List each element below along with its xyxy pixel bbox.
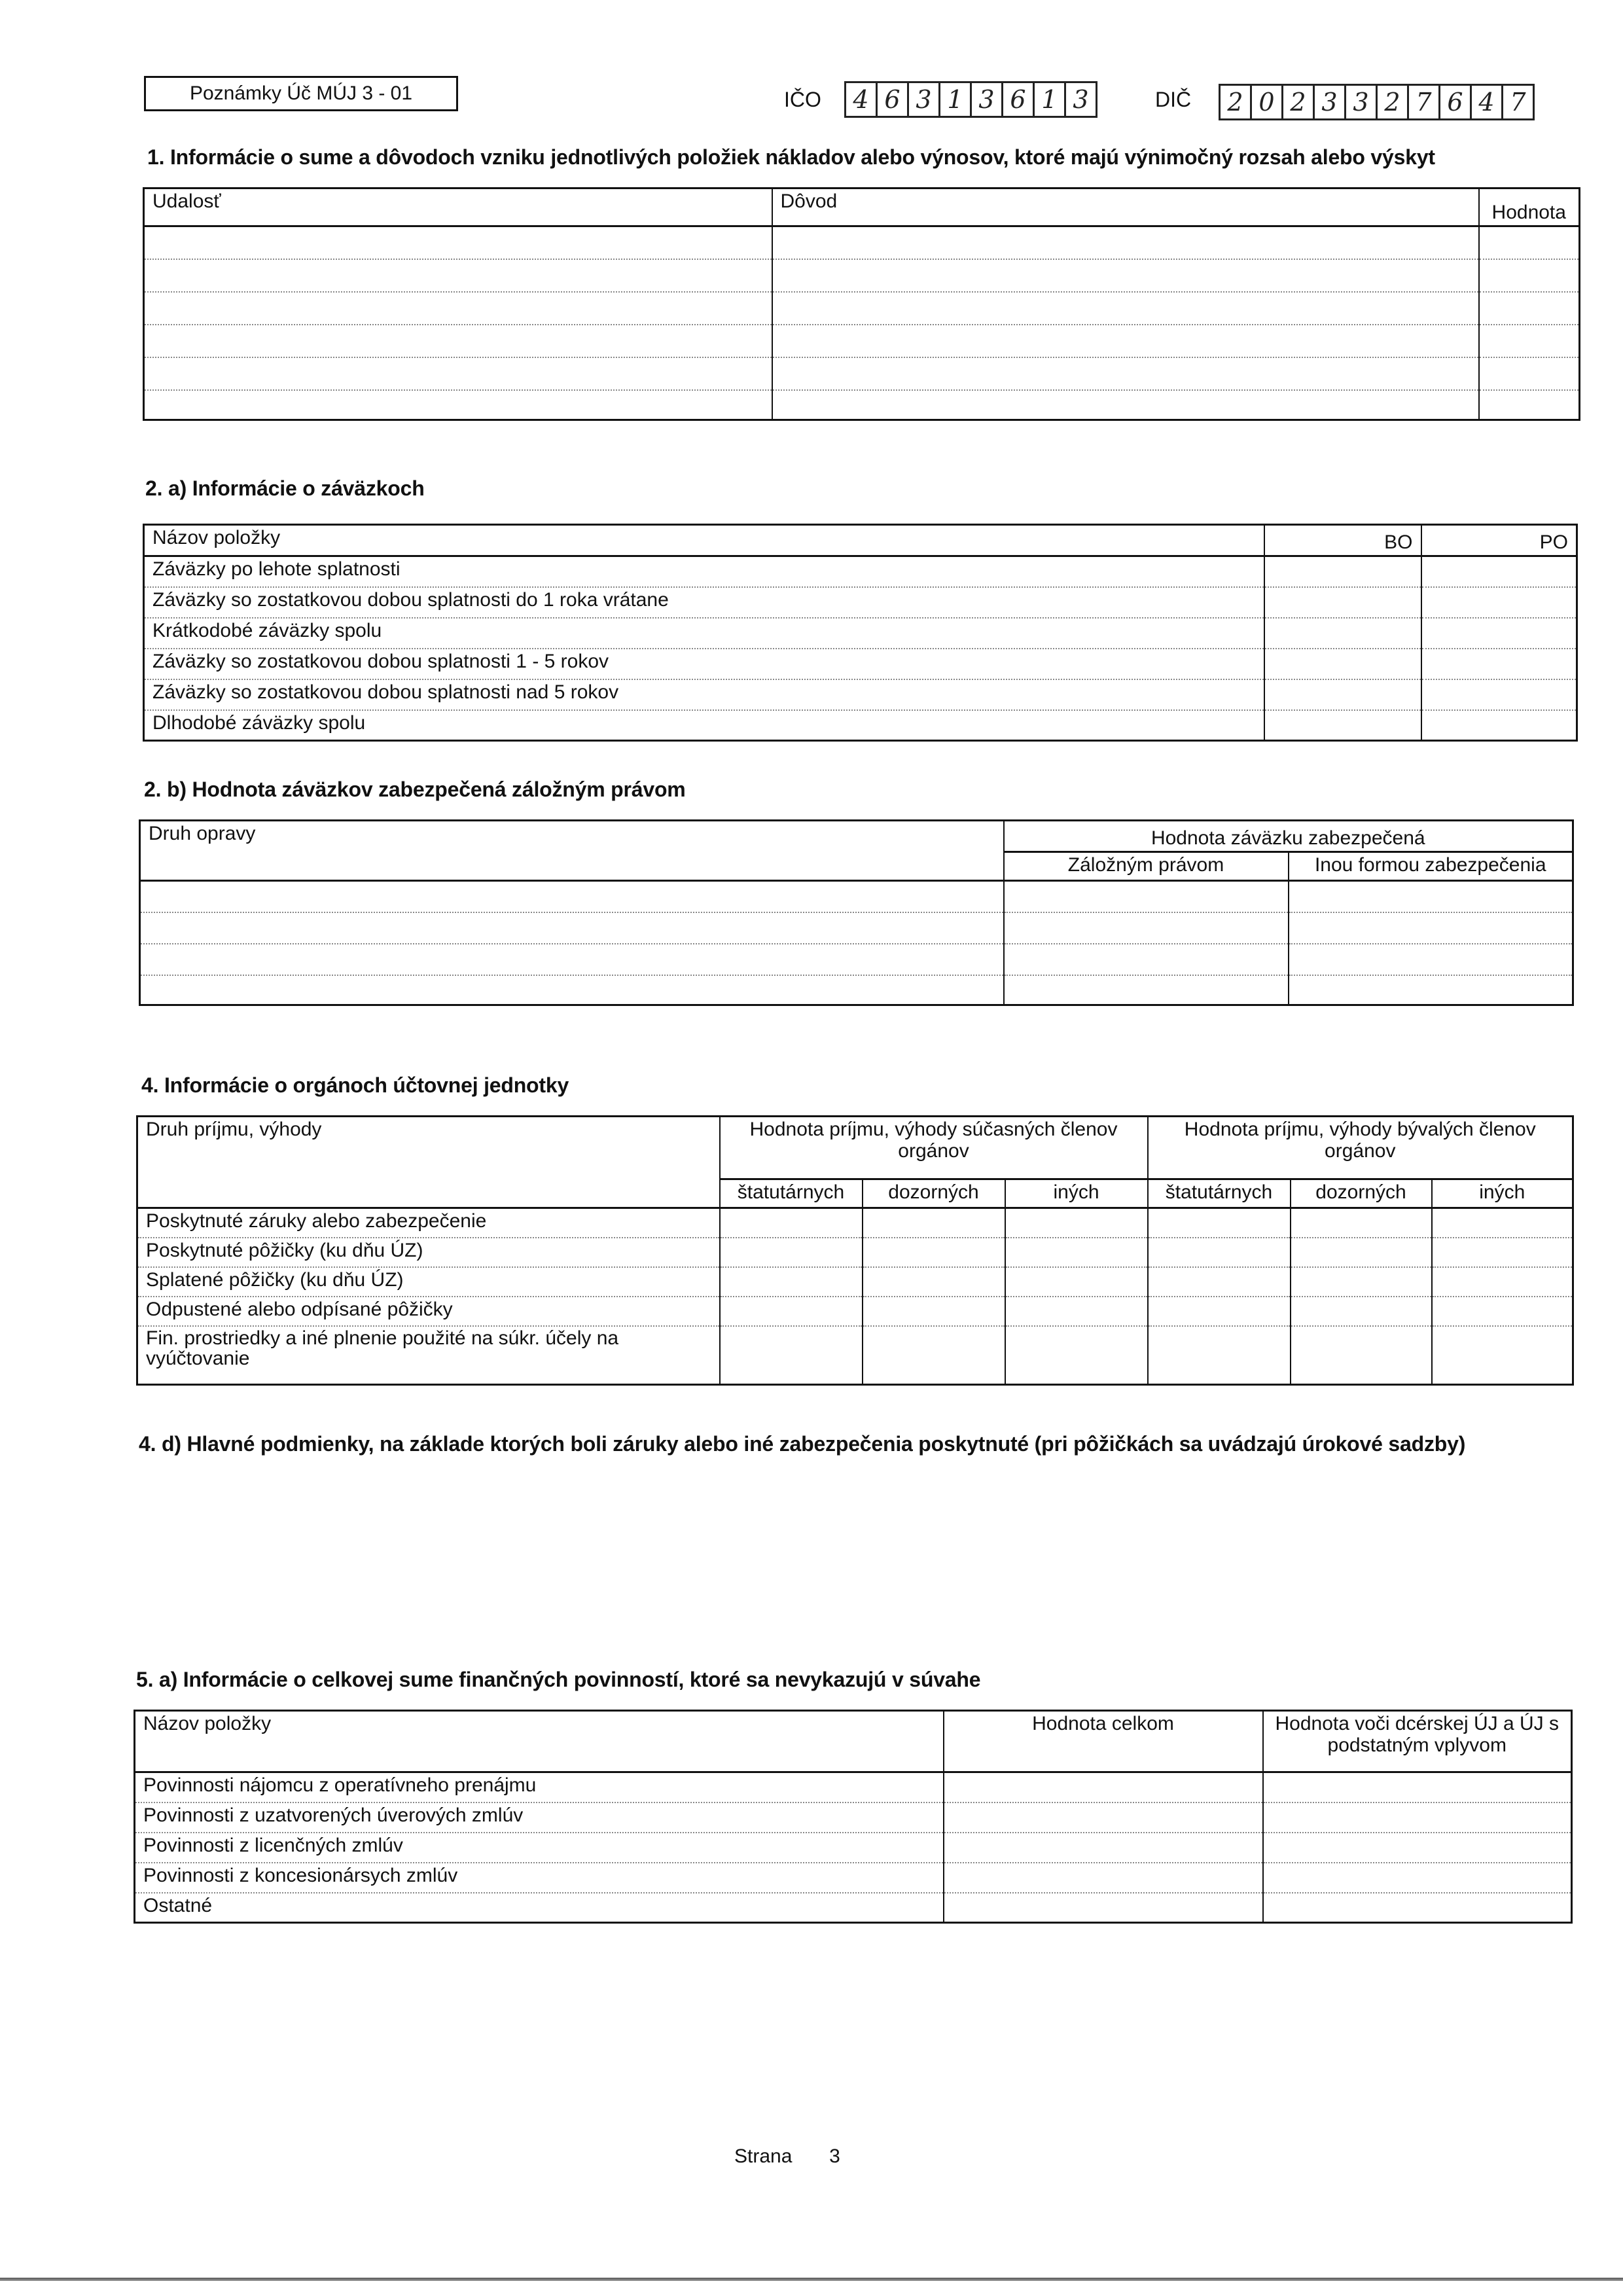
druh-cell[interactable] bbox=[140, 881, 1004, 912]
page-footer bbox=[734, 2145, 840, 2168]
col-header-udalost: Udalosť bbox=[144, 188, 772, 226]
dic-digit: 2 bbox=[1378, 86, 1409, 118]
col-header-dozornych-byvali: dozorných bbox=[1291, 1179, 1432, 1208]
value-cell[interactable] bbox=[1291, 1297, 1432, 1326]
value-cell[interactable] bbox=[720, 1326, 863, 1385]
udalost-cell[interactable] bbox=[144, 357, 772, 390]
table-row bbox=[144, 357, 1580, 390]
table-row bbox=[144, 587, 1577, 618]
bo-cell[interactable] bbox=[1264, 587, 1421, 618]
table-row bbox=[144, 325, 1580, 357]
table-row bbox=[144, 390, 1580, 420]
table-row bbox=[140, 944, 1573, 975]
value-cell[interactable] bbox=[863, 1297, 1005, 1326]
value-cell[interactable] bbox=[1291, 1238, 1432, 1267]
ico-digit: 1 bbox=[940, 83, 972, 116]
value-cell[interactable] bbox=[1432, 1208, 1573, 1238]
row-label: Povinnosti nájomcu z operatívneho prenájmu bbox=[135, 1772, 944, 1803]
bo-cell[interactable] bbox=[1264, 710, 1421, 741]
row-label: Povinnosti z uzatvorených úverových zmlúv bbox=[135, 1803, 944, 1833]
col-header-druh-prijmu: Druh príjmu, výhody bbox=[137, 1117, 720, 1208]
value-cell[interactable] bbox=[1005, 1267, 1148, 1297]
hodnota-cell[interactable] bbox=[1479, 259, 1580, 292]
table-row bbox=[137, 1297, 1573, 1326]
po-cell[interactable] bbox=[1421, 587, 1577, 618]
hodnota-cell[interactable] bbox=[1479, 292, 1580, 325]
table-row bbox=[137, 1208, 1573, 1238]
col-header-nazov: Názov položky bbox=[144, 525, 1264, 556]
value-cell[interactable] bbox=[720, 1208, 863, 1238]
value-cell[interactable] bbox=[1432, 1267, 1573, 1297]
bo-cell[interactable] bbox=[1264, 556, 1421, 587]
value-cell[interactable] bbox=[1291, 1208, 1432, 1238]
dovod-cell[interactable] bbox=[772, 292, 1479, 325]
value-cell[interactable] bbox=[863, 1238, 1005, 1267]
dovod-cell[interactable] bbox=[772, 325, 1479, 357]
value-cell[interactable] bbox=[863, 1326, 1005, 1385]
dic-digit: 6 bbox=[1440, 86, 1472, 118]
po-cell[interactable] bbox=[1421, 710, 1577, 741]
col-header-inych: iných bbox=[1005, 1179, 1148, 1208]
col-header-hodnota-voci-dcerskej: Hodnota voči dcérskej ÚJ a ÚJ s podstatným vplyvom bbox=[1263, 1711, 1572, 1772]
section1-table bbox=[143, 187, 1580, 421]
hodnota-celkom-cell[interactable] bbox=[944, 1893, 1263, 1923]
value-cell[interactable] bbox=[1005, 1297, 1148, 1326]
table-row bbox=[135, 1893, 1572, 1923]
value-cell[interactable] bbox=[720, 1238, 863, 1267]
value-cell[interactable] bbox=[1432, 1238, 1573, 1267]
col-group-sucasni-clenovia: Hodnota príjmu, výhody súčasných členov orgánov bbox=[720, 1117, 1148, 1179]
dovod-cell[interactable] bbox=[772, 259, 1479, 292]
hodnota-cell[interactable] bbox=[1479, 325, 1580, 357]
row-label: Povinnosti z koncesionársych zmlúv bbox=[135, 1863, 944, 1893]
ico-digits bbox=[844, 81, 1097, 118]
po-cell[interactable] bbox=[1421, 556, 1577, 587]
page-label: Strana bbox=[734, 2145, 793, 2167]
table-row bbox=[137, 1326, 1573, 1385]
bo-cell[interactable] bbox=[1264, 649, 1421, 679]
ico-label: IČO bbox=[784, 88, 821, 111]
hodnota-dcerska-cell[interactable] bbox=[1263, 1893, 1572, 1923]
hodnota-dcerska-cell[interactable] bbox=[1263, 1833, 1572, 1863]
table-row bbox=[140, 912, 1573, 944]
document-code: Poznámky Úč MÚJ 3 - 01 bbox=[189, 82, 413, 104]
hodnota-dcerska-cell[interactable] bbox=[1263, 1772, 1572, 1803]
ico-digit: 3 bbox=[972, 83, 1003, 116]
col-header-statutarnych: štatutárnych bbox=[720, 1179, 863, 1208]
zalozne-cell[interactable] bbox=[1004, 975, 1289, 1005]
value-cell[interactable] bbox=[1432, 1326, 1573, 1385]
po-cell[interactable] bbox=[1421, 618, 1577, 649]
udalost-cell[interactable] bbox=[144, 390, 772, 420]
col-header-po: PO bbox=[1421, 525, 1577, 556]
hodnota-celkom-cell[interactable] bbox=[944, 1833, 1263, 1863]
ico-digit: 3 bbox=[1066, 83, 1097, 116]
zalozne-cell[interactable] bbox=[1004, 912, 1289, 944]
value-cell[interactable] bbox=[1432, 1297, 1573, 1326]
section5a-table bbox=[134, 1710, 1573, 1924]
value-cell[interactable] bbox=[720, 1267, 863, 1297]
udalost-cell[interactable] bbox=[144, 226, 772, 259]
table-row bbox=[135, 1863, 1572, 1893]
section5a-title: 5. a) Informácie o celkovej sume finančných povinností, ktoré sa nevykazujú v súvahe bbox=[136, 1668, 981, 1691]
bo-cell[interactable] bbox=[1264, 618, 1421, 649]
row-label: Poskytnuté záruky alebo zabezpečenie bbox=[137, 1208, 720, 1238]
value-cell[interactable] bbox=[1291, 1326, 1432, 1385]
table-row bbox=[135, 1803, 1572, 1833]
zalozne-cell[interactable] bbox=[1004, 881, 1289, 912]
table-row bbox=[144, 679, 1577, 710]
hodnota-cell[interactable] bbox=[1479, 357, 1580, 390]
dic-digit: 2 bbox=[1221, 86, 1252, 118]
dovod-cell[interactable] bbox=[772, 357, 1479, 390]
po-cell[interactable] bbox=[1421, 679, 1577, 710]
dovod-cell[interactable] bbox=[772, 226, 1479, 259]
row-label: Poskytnuté pôžičky (ku dňu ÚZ) bbox=[137, 1238, 720, 1267]
value-cell[interactable] bbox=[1148, 1238, 1291, 1267]
dic-digit: 3 bbox=[1346, 86, 1378, 118]
ico-digit: 4 bbox=[846, 83, 878, 116]
dic-label: DIČ bbox=[1155, 88, 1192, 111]
value-cell[interactable] bbox=[1005, 1326, 1148, 1385]
ico-field[interactable] bbox=[844, 81, 1097, 118]
table-row bbox=[137, 1267, 1573, 1297]
udalost-cell[interactable] bbox=[144, 292, 772, 325]
hodnota-cell[interactable] bbox=[1479, 226, 1580, 259]
section1-title: 1. Informácie o sume a dôvodoch vzniku jednotlivých položiek nákladov alebo výnosov, ktoré majú výnimočný rozsah alebo výskyt bbox=[147, 145, 1435, 169]
table-row bbox=[135, 1772, 1572, 1803]
table-row bbox=[144, 710, 1577, 741]
section4d-text-area[interactable] bbox=[139, 1466, 1572, 1636]
row-label: Záväzky so zostatkovou dobou splatnosti do 1 roka vrátane bbox=[144, 587, 1264, 618]
value-cell[interactable] bbox=[1005, 1238, 1148, 1267]
dic-digit: 3 bbox=[1315, 86, 1346, 118]
col-header-bo: BO bbox=[1264, 525, 1421, 556]
section2b-table bbox=[139, 819, 1574, 1006]
udalost-cell[interactable] bbox=[144, 325, 772, 357]
col-header-statutarnych-byvali: štatutárnych bbox=[1148, 1179, 1291, 1208]
value-cell[interactable] bbox=[720, 1297, 863, 1326]
col-header-zaloznym-pravom: Záložným právom bbox=[1004, 852, 1289, 881]
dic-digit: 4 bbox=[1472, 86, 1503, 118]
ina-forma-cell[interactable] bbox=[1289, 975, 1573, 1005]
value-cell[interactable] bbox=[1148, 1297, 1291, 1326]
row-label: Záväzky po lehote splatnosti bbox=[144, 556, 1264, 587]
po-cell[interactable] bbox=[1421, 649, 1577, 679]
row-label: Povinnosti z licenčných zmlúv bbox=[135, 1833, 944, 1863]
section4-table bbox=[136, 1115, 1574, 1386]
row-label: Odpustené alebo odpísané pôžičky bbox=[137, 1297, 720, 1326]
document-code-box bbox=[144, 76, 458, 111]
table-row bbox=[144, 292, 1580, 325]
table-row bbox=[140, 881, 1573, 912]
table-row bbox=[144, 649, 1577, 679]
row-label: Ostatné bbox=[135, 1893, 944, 1923]
value-cell[interactable] bbox=[1148, 1267, 1291, 1297]
section2b-title: 2. b) Hodnota záväzkov zabezpečená záložným právom bbox=[144, 778, 686, 801]
table-row bbox=[140, 975, 1573, 1005]
druh-cell[interactable] bbox=[140, 975, 1004, 1005]
table-row bbox=[135, 1833, 1572, 1863]
ico-digit: 6 bbox=[1003, 83, 1035, 116]
col-header-druh-opravy: Druh opravy bbox=[140, 821, 1004, 881]
hodnota-dcerska-cell[interactable] bbox=[1263, 1803, 1572, 1833]
ico-digit: 3 bbox=[909, 83, 940, 116]
value-cell[interactable] bbox=[863, 1267, 1005, 1297]
ina-forma-cell[interactable] bbox=[1289, 912, 1573, 944]
page-number: 3 bbox=[829, 2145, 840, 2167]
table-row bbox=[144, 618, 1577, 649]
value-cell[interactable] bbox=[1291, 1267, 1432, 1297]
dic-digit: 2 bbox=[1283, 86, 1315, 118]
druh-cell[interactable] bbox=[140, 944, 1004, 975]
col-header-dozornych: dozorných bbox=[863, 1179, 1005, 1208]
ina-forma-cell[interactable] bbox=[1289, 944, 1573, 975]
row-label: Splatené pôžičky (ku dňu ÚZ) bbox=[137, 1267, 720, 1297]
zalozne-cell[interactable] bbox=[1004, 944, 1289, 975]
hodnota-celkom-cell[interactable] bbox=[944, 1772, 1263, 1803]
druh-cell[interactable] bbox=[140, 912, 1004, 944]
value-cell[interactable] bbox=[863, 1208, 1005, 1238]
row-label: Záväzky so zostatkovou dobou splatnosti 1 - 5 rokov bbox=[144, 649, 1264, 679]
row-label: Záväzky so zostatkovou dobou splatnosti nad 5 rokov bbox=[144, 679, 1264, 710]
col-group-byvali-clenovia: Hodnota príjmu, výhody bývalých členov orgánov bbox=[1148, 1117, 1573, 1179]
bo-cell[interactable] bbox=[1264, 679, 1421, 710]
hodnota-celkom-cell[interactable] bbox=[944, 1863, 1263, 1893]
dic-field[interactable] bbox=[1219, 84, 1535, 120]
col-header-dovod: Dôvod bbox=[772, 188, 1479, 226]
row-label: Krátkodobé záväzky spolu bbox=[144, 618, 1264, 649]
table-row bbox=[144, 556, 1577, 587]
ina-forma-cell[interactable] bbox=[1289, 881, 1573, 912]
section4-title: 4. Informácie o orgánoch účtovnej jednotky bbox=[141, 1073, 569, 1097]
dic-digit: 0 bbox=[1252, 86, 1283, 118]
dic-digit: 7 bbox=[1409, 86, 1440, 118]
row-label: Dlhodobé záväzky spolu bbox=[144, 710, 1264, 741]
col-header-hodnota-celkom: Hodnota celkom bbox=[944, 1711, 1263, 1772]
col-header-inou-formou: Inou formou zabezpečenia bbox=[1289, 852, 1573, 881]
col-header-inych-byvali: iných bbox=[1432, 1179, 1573, 1208]
row-label: Fin. prostriedky a iné plnenie použité na súkr. účely na vyúčtovanie bbox=[137, 1326, 720, 1385]
hodnota-celkom-cell[interactable] bbox=[944, 1803, 1263, 1833]
udalost-cell[interactable] bbox=[144, 259, 772, 292]
value-cell[interactable] bbox=[1005, 1208, 1148, 1238]
value-cell[interactable] bbox=[1148, 1208, 1291, 1238]
ico-digit: 6 bbox=[878, 83, 909, 116]
col-group-hodnota-zabezpecena: Hodnota záväzku zabezpečená bbox=[1004, 821, 1573, 852]
value-cell[interactable] bbox=[1148, 1326, 1291, 1385]
table-row bbox=[144, 226, 1580, 259]
dic-digit: 7 bbox=[1503, 86, 1535, 118]
ico-digit: 1 bbox=[1035, 83, 1066, 116]
hodnota-dcerska-cell[interactable] bbox=[1263, 1863, 1572, 1893]
table-row bbox=[144, 259, 1580, 292]
col-header-nazov: Názov položky bbox=[135, 1711, 944, 1772]
dic-digits bbox=[1219, 84, 1535, 120]
col-header-hodnota: Hodnota bbox=[1479, 188, 1580, 226]
section4d-title: 4. d) Hlavné podmienky, na základe ktorých boli záruky alebo iné zabezpečenia poskytnuté (pri pôžičkách sa uvádzajú úrokové sadzby) bbox=[139, 1432, 1466, 1456]
section2a-title: 2. a) Informácie o záväzkoch bbox=[145, 476, 425, 500]
table-row bbox=[137, 1238, 1573, 1267]
scan-bottom-edge bbox=[0, 2278, 1623, 2281]
section2a-table bbox=[143, 524, 1578, 742]
hodnota-cell[interactable] bbox=[1479, 390, 1580, 420]
dovod-cell[interactable] bbox=[772, 390, 1479, 420]
